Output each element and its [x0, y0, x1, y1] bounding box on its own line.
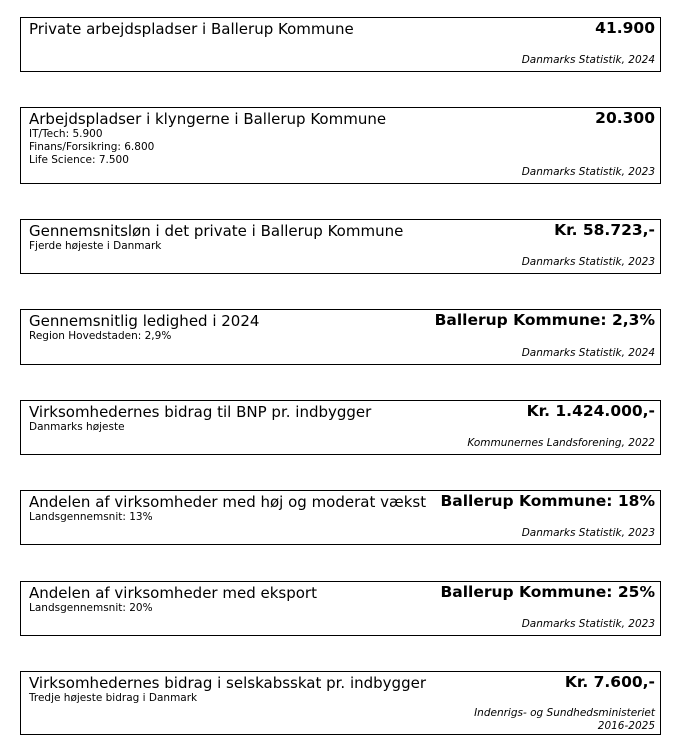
stat-title: Virksomhedernes bidrag til BNP pr. indbygger — [29, 403, 372, 421]
stat-title: Private arbejdspladser i Ballerup Kommune — [29, 20, 354, 38]
stat-value: 20.300 — [595, 109, 655, 127]
stat-card-unemployment — [20, 309, 661, 365]
stat-value: Ballerup Kommune: 25% — [440, 583, 655, 601]
stat-source-line: Danmarks Statistik, 2024 — [521, 54, 655, 66]
stat-detail: IT/Tech: 5.900 — [29, 128, 103, 140]
stat-title: Gennemsnitlig ledighed i 2024 — [29, 312, 260, 330]
stat-card-gdp-contribution — [20, 400, 661, 455]
stat-source-line: Danmarks Statistik, 2023 — [521, 256, 655, 268]
stat-details — [29, 511, 153, 524]
stat-card-cluster-jobs — [20, 107, 661, 184]
stat-card-private-jobs — [20, 17, 661, 72]
stat-source — [522, 527, 655, 540]
stat-value: Kr. 1.424.000,- — [526, 402, 655, 420]
stat-detail: Life Science: 7.500 — [29, 154, 129, 166]
stat-source — [474, 707, 655, 733]
stat-details — [29, 330, 171, 343]
stat-card-corporate-tax — [20, 671, 661, 735]
stat-source-line: Danmarks Statistik, 2023 — [521, 527, 655, 539]
stat-source-line: Danmarks Statistik, 2023 — [521, 618, 655, 630]
stat-card-export-companies — [20, 581, 661, 636]
stat-source-line: 2016-2025 — [597, 720, 655, 732]
stat-value: Kr. 58.723,- — [554, 221, 655, 239]
stat-value: Ballerup Kommune: 18% — [440, 492, 655, 510]
stat-details — [29, 240, 161, 253]
stat-details — [29, 692, 197, 705]
stat-detail: Finans/Forsikring: 6.800 — [29, 141, 155, 153]
stat-value: Kr. 7.600,- — [564, 673, 655, 691]
stat-source-line: Kommunernes Landsforening, 2022 — [467, 437, 655, 449]
stat-source — [522, 166, 655, 179]
stat-source-line: Danmarks Statistik, 2024 — [521, 347, 655, 359]
stat-card-growth-companies — [20, 490, 661, 545]
stat-source — [522, 347, 655, 360]
stat-title: Andelen af virksomheder med høj og moderat vækst — [29, 493, 427, 511]
stat-details — [29, 602, 153, 615]
stat-title: Gennemsnitsløn i det private i Ballerup Kommune — [29, 222, 404, 240]
stat-source — [522, 54, 655, 67]
stat-value: Ballerup Kommune: 2,3% — [434, 311, 655, 329]
stat-source-line: Danmarks Statistik, 2023 — [521, 166, 655, 178]
stat-detail: Region Hovedstaden: 2,9% — [29, 330, 172, 342]
stat-title: Arbejdspladser i klyngerne i Ballerup Kommune — [29, 110, 387, 128]
stat-details — [29, 421, 125, 434]
stat-title: Andelen af virksomheder med eksport — [29, 584, 317, 602]
stat-title: Virksomhedernes bidrag i selskabsskat pr. indbygger — [29, 674, 426, 692]
stat-detail: Fjerde højeste i Danmark — [29, 240, 162, 252]
stat-value: 41.900 — [595, 19, 655, 37]
stat-detail: Danmarks højeste — [29, 421, 125, 433]
stat-source — [522, 618, 655, 631]
stat-details — [29, 128, 154, 167]
stat-source — [522, 256, 655, 269]
stat-source-line: Indenrigs- og Sundhedsministeriet — [474, 707, 655, 719]
stat-card-average-salary — [20, 219, 661, 274]
stat-detail: Landsgennemsnit: 20% — [29, 602, 153, 614]
stat-source — [467, 437, 655, 450]
stat-detail: Landsgennemsnit: 13% — [29, 511, 153, 523]
stat-detail: Tredje højeste bidrag i Danmark — [29, 692, 198, 704]
